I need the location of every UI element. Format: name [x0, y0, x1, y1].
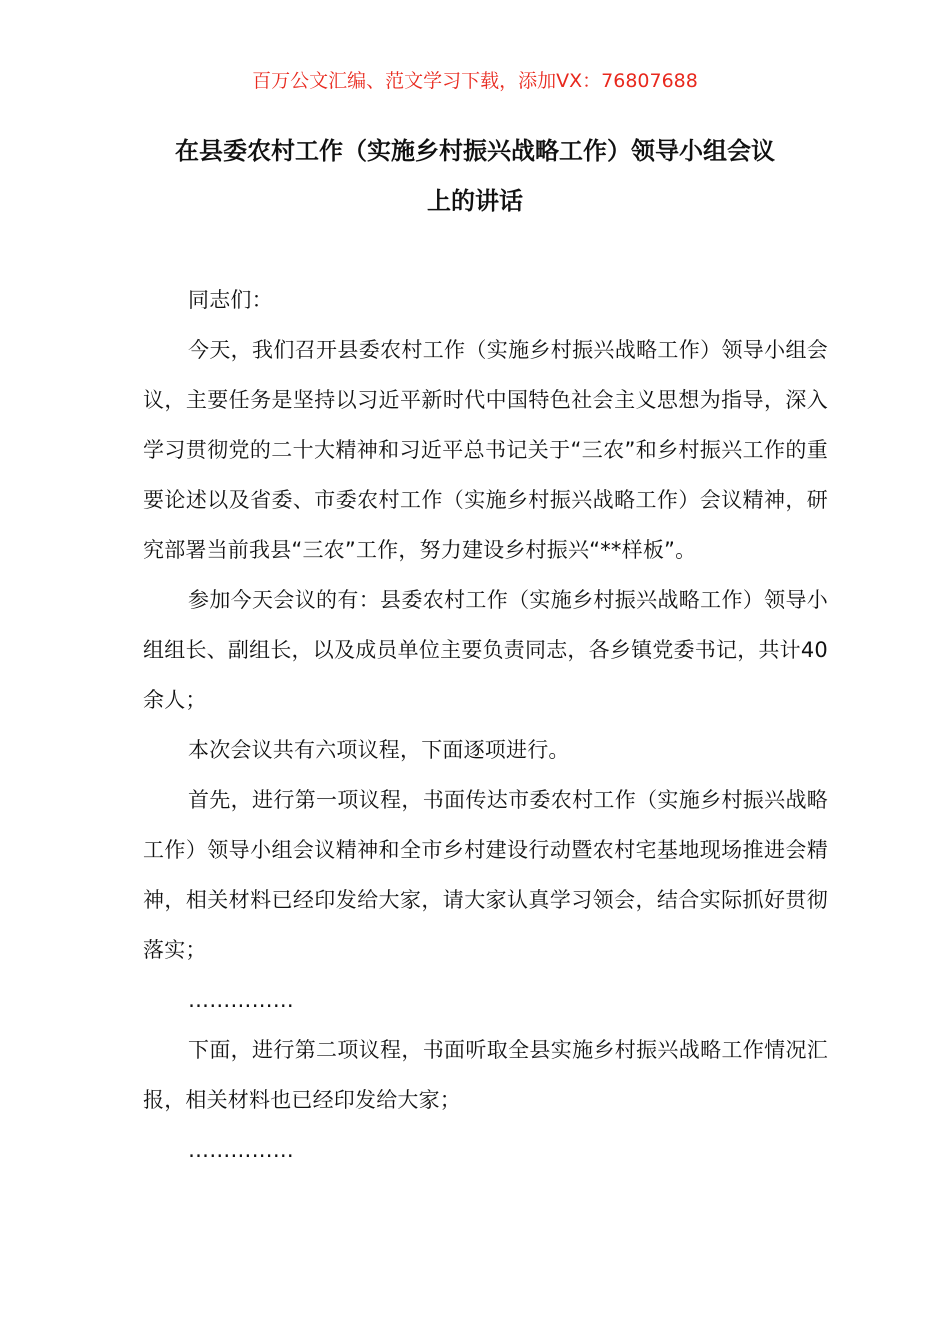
- document-body: [143, 275, 828, 1175]
- paragraph-intro: 今天，我们召开县委农村工作（实施乡村振兴战略工作）领导小组会议，主要任务是坚持以习近平新时代中国特色社会主义思想为指导，深入学习贯彻党的二十大精神和习近平总书记关于“三农”和乡村振兴工作的重要论述以及省委、市委农村工作（实施乡村振兴战略工作）会议精神，研究部署当前我县“三农”工作，努力建设乡村振兴“**样板”。: [143, 338, 828, 562]
- paragraph-first-item: 首先，进行第一项议程，书面传达市委农村工作（实施乡村振兴战略工作）领导小组会议精神和全市乡村建设行动暨农村宅基地现场推进会精神，相关材料已经印发给大家，请大家认真学习领会，结合实际抓好贯彻落实；: [143, 788, 828, 962]
- document-title: [120, 126, 830, 226]
- salutation: 同志们：: [188, 288, 273, 312]
- ellipsis-2: ……………: [188, 1138, 294, 1162]
- ellipsis-1: ……………: [188, 988, 294, 1012]
- header-banner: 百万公文汇编、范文学习下载，添加VX：76807688: [252, 70, 698, 92]
- paragraph-second-item: 下面，进行第二项议程，书面听取全县实施乡村振兴战略工作情况汇报，相关材料也已经印发给大家；: [143, 1038, 828, 1112]
- title-line-1: 在县委农村工作（实施乡村振兴战略工作）领导小组会议: [175, 137, 775, 165]
- paragraph-attendees: 参加今天会议的有：县委农村工作（实施乡村振兴战略工作）领导小组组长、副组长，以及成员单位主要负责同志，各乡镇党委书记，共计40余人；: [143, 588, 828, 712]
- paragraph-agenda: 本次会议共有六项议程，下面逐项进行。: [188, 738, 570, 762]
- title-line-2: 上的讲话: [427, 187, 523, 215]
